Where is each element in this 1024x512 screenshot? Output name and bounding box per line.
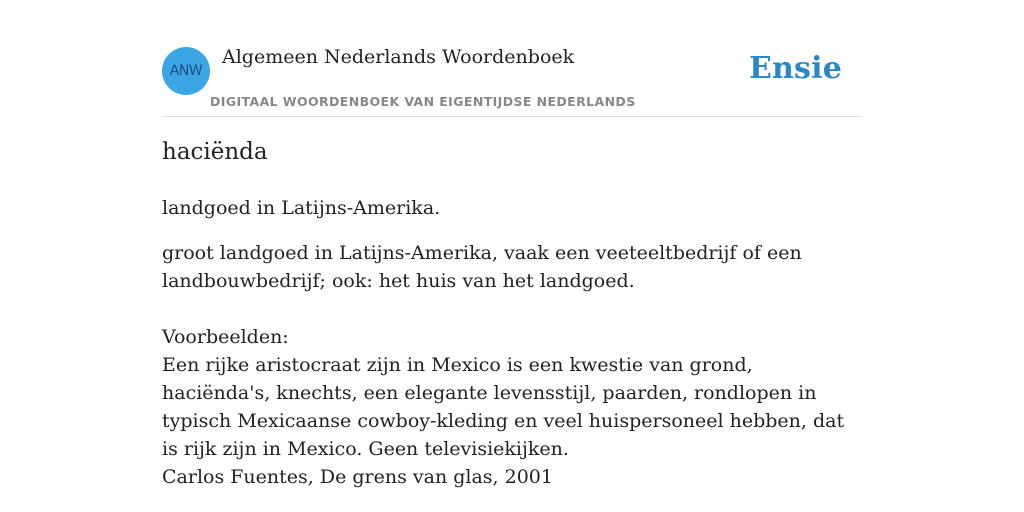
anw-logo[interactable] [162, 47, 210, 95]
entry-headword: haciënda [162, 139, 268, 165]
dictionary-header [162, 46, 862, 117]
ensie-brand-logo[interactable]: Ensie [748, 51, 842, 86]
short-definition: landgoed in Latijns-Amerika. [162, 197, 441, 219]
examples-section [162, 323, 862, 491]
dictionary-subtitle: DIGITAAL WOORDENBOEK VAN EIGENTIJDSE NEDERLANDS [210, 94, 636, 109]
example-source: Carlos Fuentes, De grens van glas, 2001 [162, 466, 553, 488]
anw-logo-text: ANW [169, 63, 203, 79]
example-quote: Een rijke aristocraat zijn in Mexico is een kwestie van grond, haciënda's, knechts, een elegante levensstijl, paarden, rondlopen in typisch Mexicaanse cowboy-kleding en veel huispersoneel hebben, dat is rijk zijn in Mexico. Geen televisiekijken. [162, 354, 845, 460]
examples-label: Voorbeelden: [162, 326, 289, 348]
long-definition: groot landgoed in Latijns-Amerika, vaak een veeteeltbedrijf of een landbouwbedrijf; ook: het huis van het landgoed. [162, 242, 802, 292]
dictionary-title[interactable]: Algemeen Nederlands Woordenboek [222, 46, 575, 68]
